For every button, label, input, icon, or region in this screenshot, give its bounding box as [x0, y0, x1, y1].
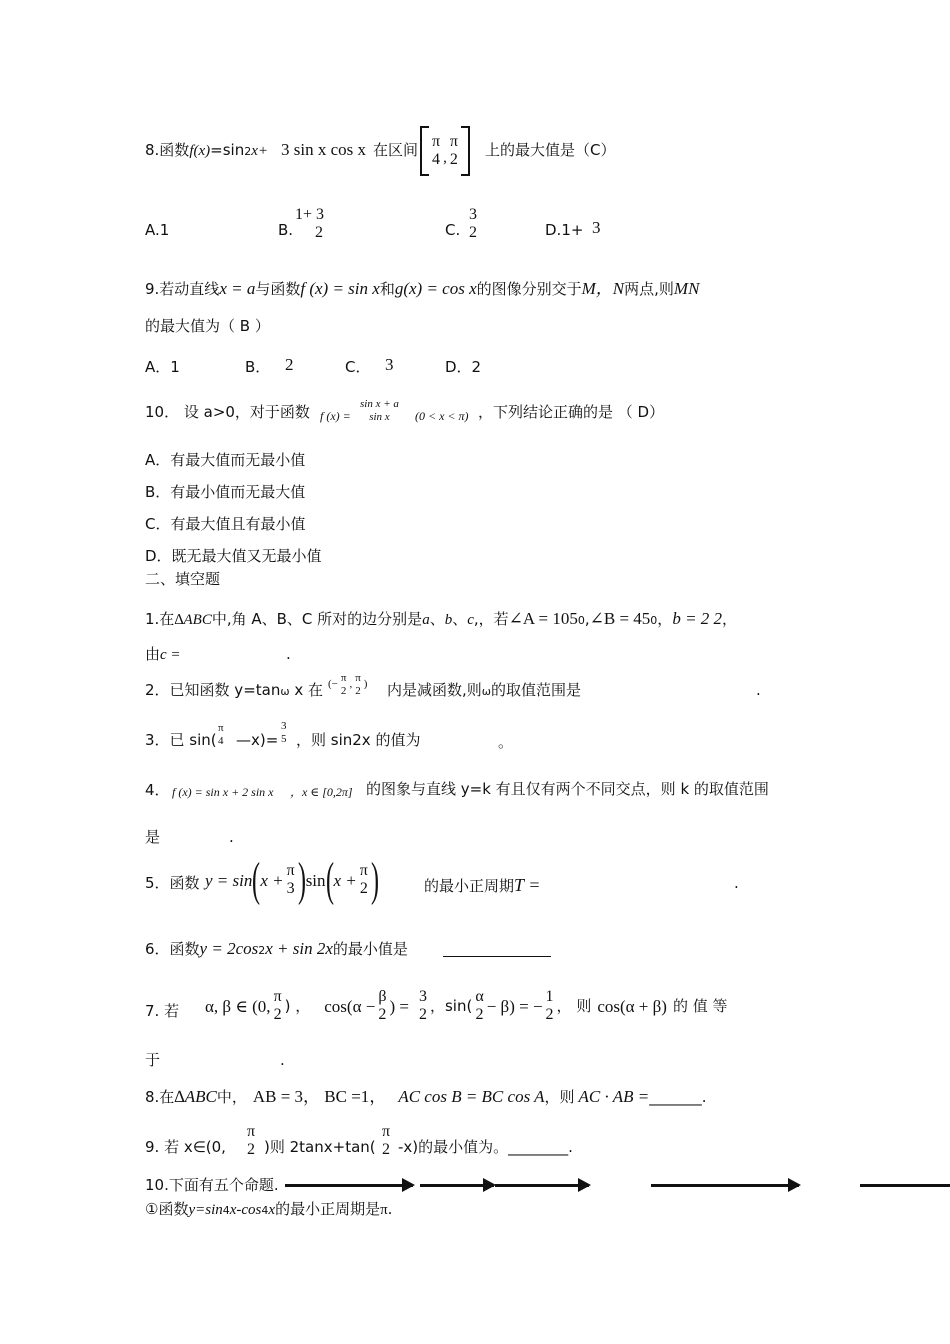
f9-frac-1: π 2	[247, 1123, 256, 1159]
q8-opt-d-label: D.1+	[545, 221, 584, 239]
arrow-4	[651, 1184, 799, 1187]
f9-lead: 9. 若 x∈(0,	[145, 1138, 226, 1156]
f1-line-2: 由c =	[145, 645, 181, 663]
f4-fx: f (x) = sin x + 2 sin x	[172, 785, 274, 799]
q8-label: 8.函数	[145, 141, 190, 159]
f3-frac-2: 3 5	[281, 720, 287, 745]
q8-line	[145, 143, 268, 159]
q10-opt-a: A．有最大值而无最小值	[145, 451, 306, 469]
arrow-3	[495, 1184, 589, 1187]
q8-expr: 3 sin x cos x	[281, 140, 366, 159]
q10-range: (0 < x < π)	[415, 409, 469, 423]
f3-tail: ，则 sin2x 的值为	[296, 731, 421, 749]
q8-x: x+	[251, 143, 268, 159]
f8-line: 8.在∆ABC中， AB = 3， BC =1， AC cos B = BC cos A，则 AC · AB =_______.	[145, 1087, 707, 1106]
f7-expr: α, β ∈ (0, π 2 ) ， cos(α − β 2 ) = 3 2 ，sin( α 2 − β) = − 1 2 ， 则 cos(α + β) 的 值 等	[205, 988, 728, 1024]
f7-line-2: 于	[145, 1051, 161, 1069]
q9-opt-c-val: 3	[385, 355, 394, 374]
f2-lead: 2．已知函数 y=tanω x 在	[145, 681, 323, 699]
q10-opt-b: B．有最小值而无最大值	[145, 483, 306, 501]
arrow-1	[285, 1184, 413, 1187]
q8-opt-b-label: B.	[278, 221, 294, 239]
f2-dot: .	[756, 681, 761, 699]
q8-opt-c-frac: 3 2	[469, 206, 477, 242]
q8-opt-c-label: C.	[445, 221, 461, 239]
f7-lead: 7. 若	[145, 1002, 180, 1020]
q8-interval-text: 在区间	[373, 141, 419, 159]
f7-dot: .	[280, 1051, 285, 1069]
q8-left-bracket	[420, 126, 429, 176]
f3-frac-1: π 4	[218, 722, 224, 747]
f2-interval: (− π 2 , π 2 )	[328, 672, 368, 697]
q9-opt-b-val: 2	[285, 355, 294, 374]
f4-domain: ，x ∈ [0,2π]	[290, 785, 353, 799]
q10-opt-d: D．既无最大值又无最小值	[145, 547, 322, 565]
f9-tail: -x)的最小值为。________.	[398, 1138, 573, 1156]
q8-suffix: 上的最大值是（C）	[485, 141, 616, 159]
f9-frac-2: π 2	[382, 1123, 391, 1159]
q10-tail: ，下列结论正确的是 （ D）	[478, 403, 665, 421]
arrow-5-line	[860, 1184, 950, 1187]
f5-expr: y = sin ( x + π 3 ) sin ( x + π 2 )	[205, 853, 379, 906]
f5-dot: .	[734, 874, 739, 892]
q8-sin: =sin	[210, 141, 245, 159]
q8-interval: π 4 , π 2	[420, 126, 470, 176]
q8-opt-a: A.1	[145, 221, 170, 239]
f6-line: 6．函数y = 2cos2x + sin 2x的最小值是	[145, 939, 408, 958]
f4-tail: 的图象与直线 y=k 有且仅有两个不同交点，则 k 的取值范围	[366, 780, 769, 798]
f4-lead: 4．	[145, 781, 170, 799]
f5-lead: 5．函数	[145, 874, 200, 892]
f3-mid: —x)=	[236, 731, 279, 749]
q9-line-2: 的最大值为（ B ）	[145, 317, 270, 335]
f4-line-2: 是	[145, 828, 161, 846]
q10-fx: f (x) =	[320, 409, 351, 423]
q8-frac-2: π 2	[449, 132, 458, 168]
q8-exp: 2	[244, 145, 252, 158]
f10-item-1: ①函数y=sin4x-cos4x的最小正周期是π.	[145, 1200, 393, 1218]
q8-opt-b-frac: 1+ 3 2	[295, 206, 325, 242]
q8-opt-d-val: 3	[592, 218, 601, 237]
f1-dot: .	[286, 645, 291, 663]
section-title: 二、填空题	[145, 570, 221, 588]
f4-dot: .	[229, 828, 234, 846]
q10-opt-c: C．有最大值且有最小值	[145, 515, 306, 533]
f6-blank[interactable]	[443, 938, 551, 957]
arrow-2	[420, 1184, 494, 1187]
f3-lead: 3．已 sin(	[145, 731, 217, 749]
q9-opt-c: C．	[345, 358, 371, 376]
q8-frac-1: π 4	[432, 132, 441, 168]
f2-tail: 内是减函数,则ω的取值范围是	[387, 681, 582, 699]
f9-mid: )则 2tanx+tan(	[264, 1138, 376, 1156]
q9-line: 9.若动直线x = a与函数f (x) = sin x和g(x) = cos x的图像分别交于M，N两点,则MN	[145, 279, 700, 298]
q9-opt-d: D．2	[445, 358, 482, 376]
q10-lead: 10． 设 a>0，对于函数	[145, 403, 310, 421]
q9-opt-b: B．	[245, 358, 271, 376]
q9-opt-a: A．1	[145, 358, 180, 376]
q10-frac: sin x + a sin x	[360, 398, 399, 423]
f3-end: 。	[498, 733, 514, 751]
f5-tail: 的最小正周期T =	[424, 875, 541, 895]
q8-fx: f(x)	[189, 143, 211, 159]
f1-line: 1.在∆ABC中,角 A、B、C 所对的边分别是a、b、c,，若∠A = 1050,∠B = 450，b = 2 2，	[145, 609, 738, 628]
q8-right-bracket	[461, 126, 470, 176]
f10-lead: 10.下面有五个命题.	[145, 1176, 279, 1194]
